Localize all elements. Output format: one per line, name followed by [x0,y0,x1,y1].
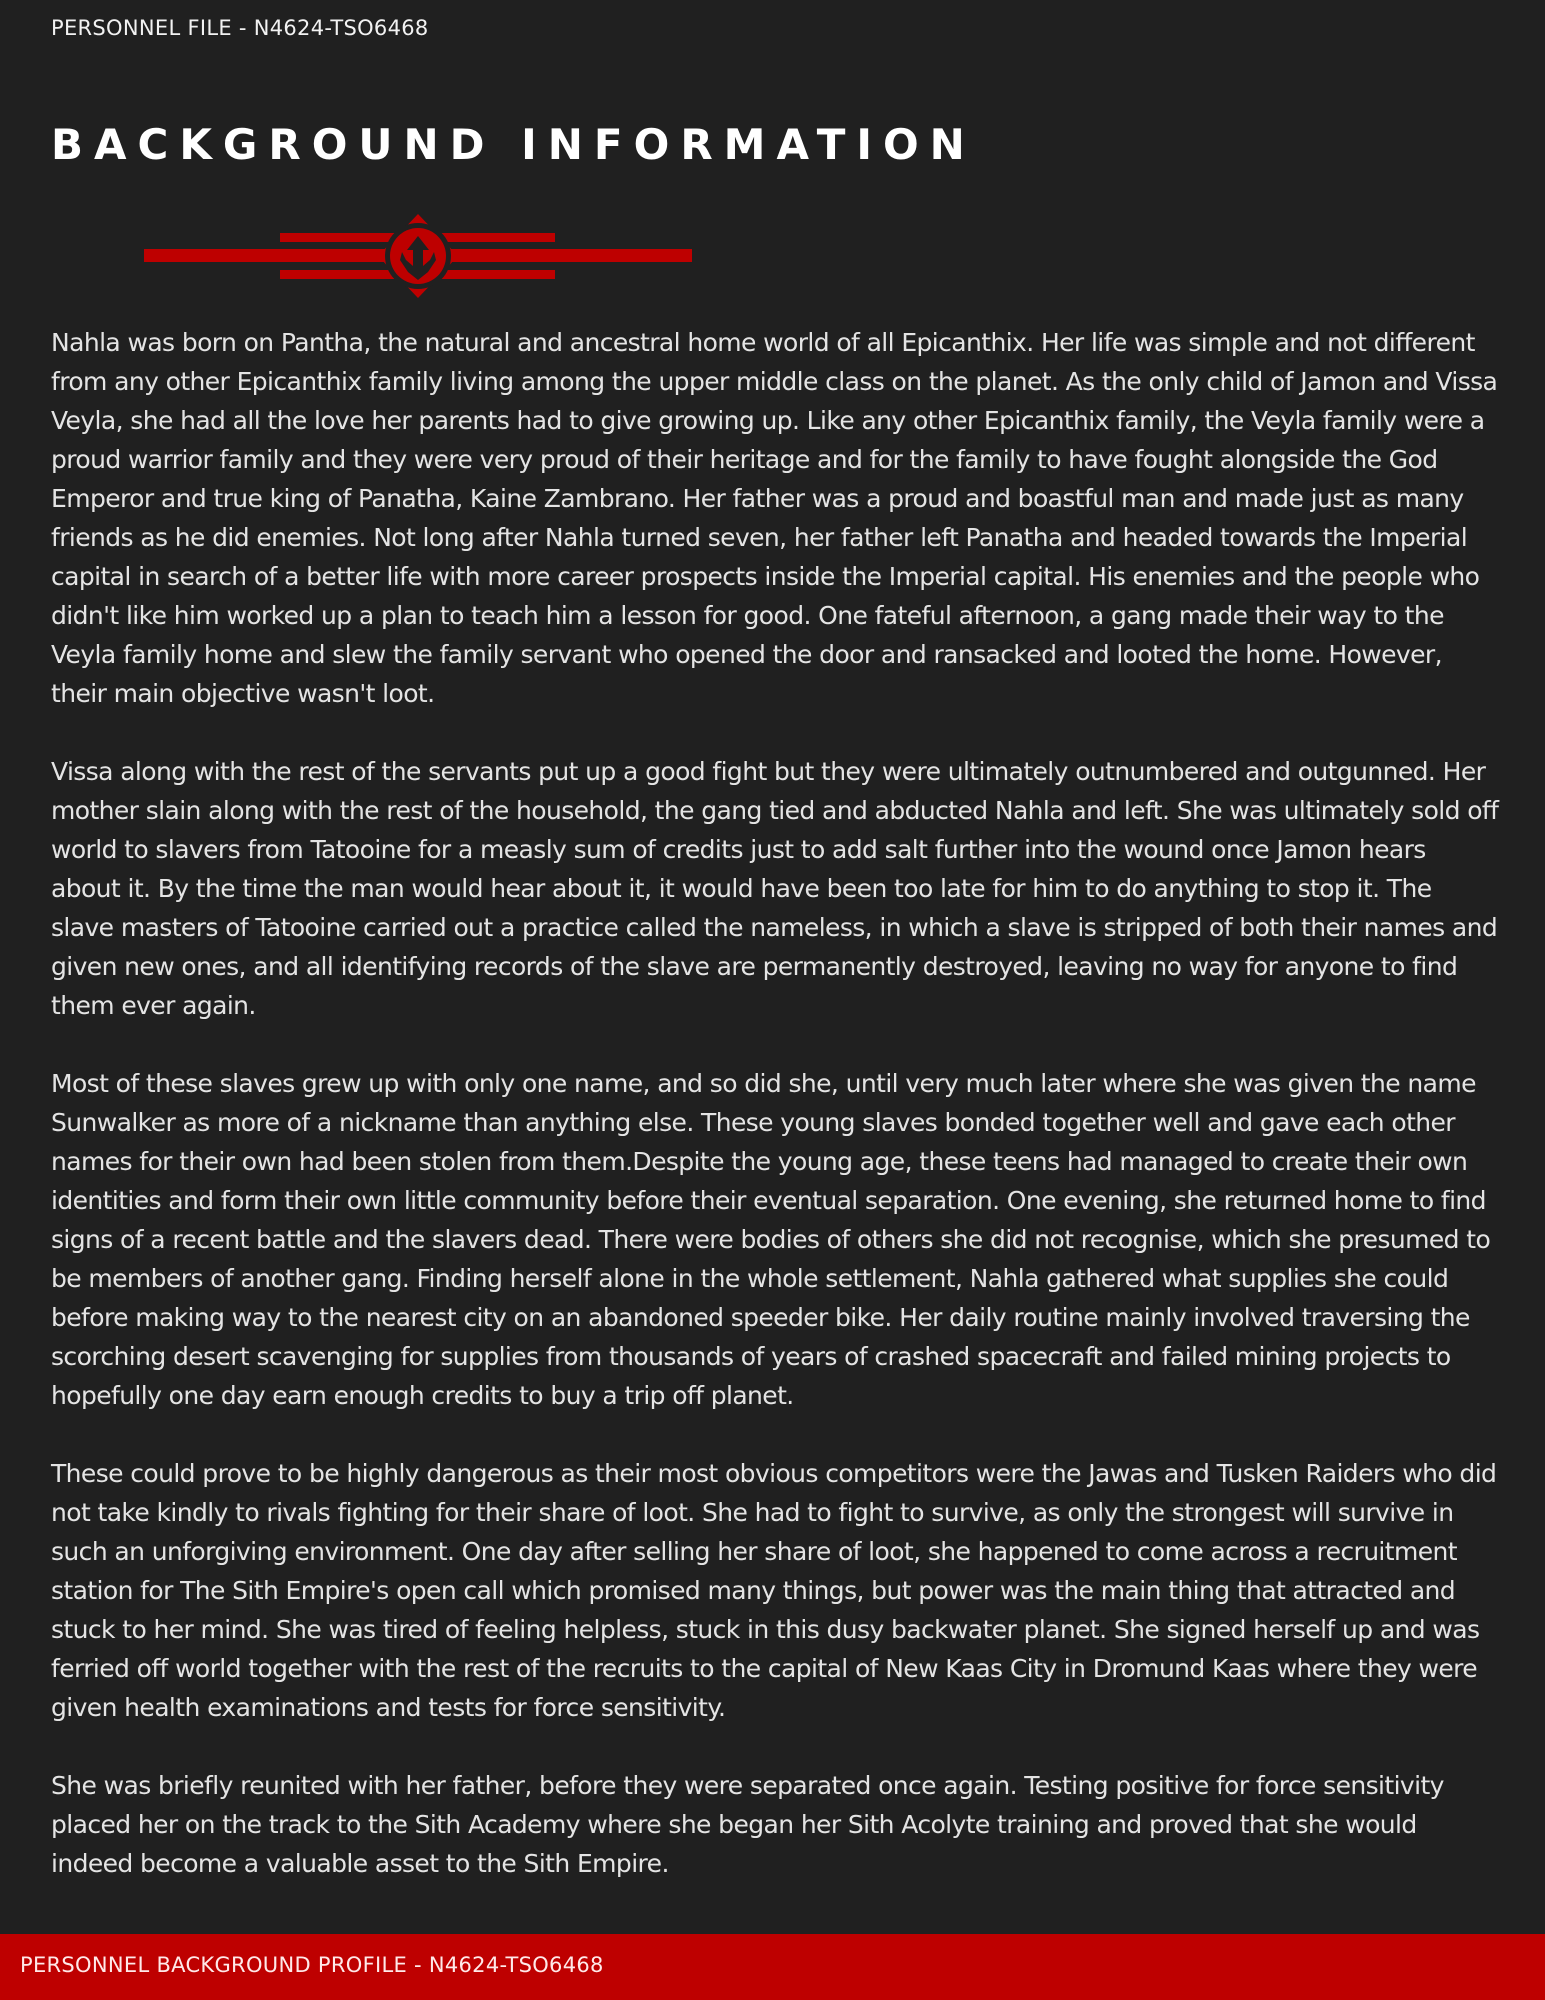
footer-profile-code: PERSONNEL BACKGROUND PROFILE - N4624-TSO6468 [20,1953,604,1977]
background-paragraph-1: Nahla was born on Pantha, the natural and ancestral home world of all Epicanthix. Her life was simple and not different from any other Epicanthix family living among the upper middle class on the planet. As the only child of Jamon and Vissa Veyla, she had all the love her parents had to give growing up. Like any other Epicanthix family, the Veyla family were a proud warrior family and they were very proud of their heritage and for the family to have fought alongside the God Emperor and true king of Panatha, Kaine Zambrano. Her father was a proud and boastful man and made just as many friends as he did enemies. Not long after Nahla turned seven, her father left Panatha and headed towards the Imperial capital in search of a better life with more career prospects inside the Imperial capital. His enemies and the people who didn't like him worked up a plan to teach him a lesson for good. One fateful afternoon, a gang made their way to the Veyla family home and slew the family servant who opened the door and ransacked and looted the home. However, their main objective wasn't loot. [51,328,1498,708]
footer-bar [0,1934,1545,2000]
background-paragraph-5: She was briefly reunited with her father, before they were separated once again. Testing positive for force sensitivity placed her on the track to the Sith Academy where she began her Sith Acolyte training and proved that she would indeed become a valuable asset to the Sith Empire. [51,1771,1444,1878]
sith-empire-emblem-icon [140,210,700,300]
section-title: BACKGROUND INFORMATION [51,120,976,169]
background-text [51,323,1501,1922]
background-paragraph-4: These could prove to be highly dangerous as their most obvious competitors were the Jawas and Tusken Raiders who did not take kindly to rivals fighting for their share of loot. She had to fight to survive, as only the strongest will survive in such an unforgiving environment. One day after selling her share of loot, she happened to come across a recruitment station for The Sith Empire's open call which promised many things, but power was the main thing that attracted and stuck to her mind. She was tired of feeling helpless, stuck in this dusy backwater planet. She signed herself up and was ferried off world together with the rest of the recruits to the capital of New Kaas City in Dromund Kaas where they were given health examinations and tests for force sensitivity. [51,1459,1497,1722]
background-paragraph-3: Most of these slaves grew up with only one name, and so did she, until very much later where she was given the name Sunwalker as more of a nickname than anything else. These young slaves bonded together well and gave each other names for their own had been stolen from them.Despite the young age, these teens had managed to create their own identities and form their own little community before their eventual separation. One evening, she returned home to find signs of a recent battle and the slavers dead. There were bodies of others she did not recognise, which she presumed to be members of another gang. Finding herself alone in the whole settlement, Nahla gathered what supplies she could before making way to the nearest city on an abandoned speeder bike. Her daily routine mainly involved traversing the scorching desert scavenging for supplies from thousands of years of crashed spacecraft and failed mining projects to hopefully one day earn enough credits to buy a trip off planet. [51,1069,1491,1410]
emblem-graphic [140,210,700,300]
background-paragraph-2: Vissa along with the rest of the servants put up a good fight but they were ultimately outnumbered and outgunned. Her mother slain along with the rest of the household, the gang tied and abducted Nahla and left. She was ultimately sold off world to slavers from Tatooine for a measly sum of credits just to add salt further into the wound once Jamon hears about it. By the time the man would hear about it, it would have been too late for him to do anything to stop it. The slave masters of Tatooine carried out a practice called the nameless, in which a slave is stripped of both their names and given new ones, and all identifying records of the slave are permanently destroyed, leaving no way for anyone to find them ever again. [51,757,1499,1020]
file-code-header: PERSONNEL FILE - N4624-TSO6468 [51,16,429,40]
